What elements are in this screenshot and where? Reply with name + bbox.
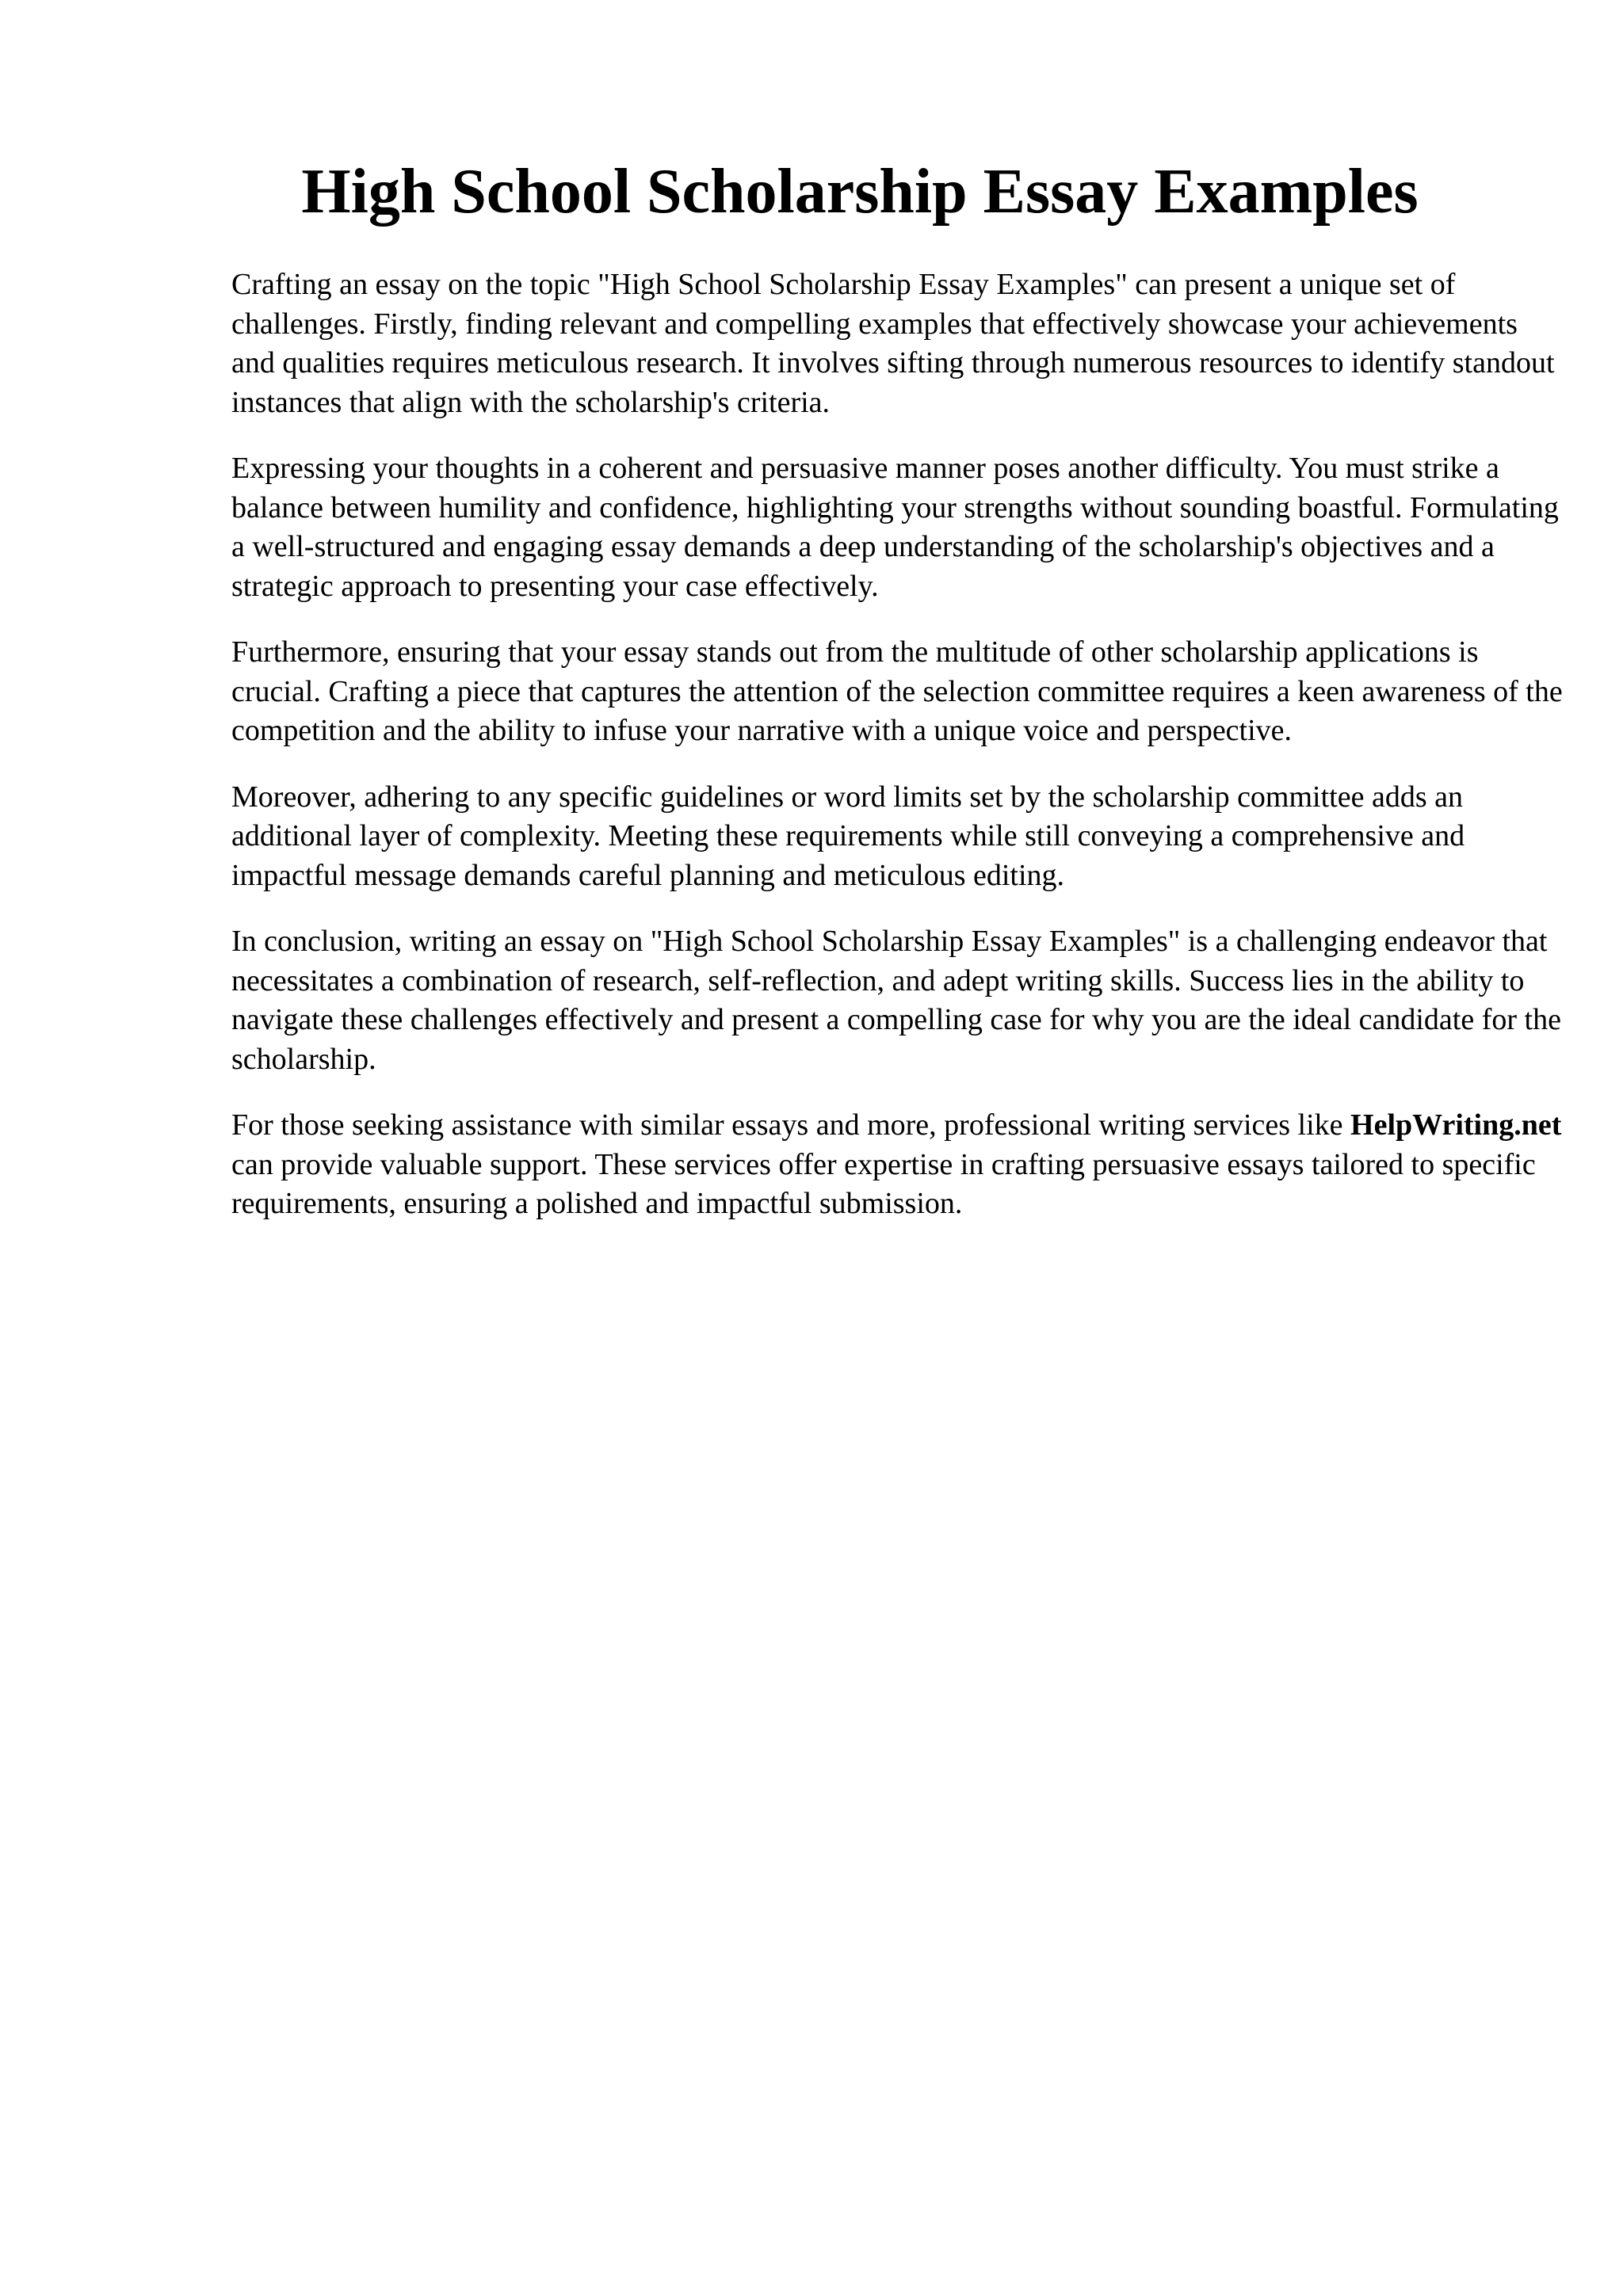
paragraph-1: Crafting an essay on the topic "High School Scholarship Essay Examples" can present a unique set of challenges. Firstly, finding relevant and compelling examples that effectively showcase your achievements and qualities requires meticulous research. It involves sifting through numerous resources to identify standout instances that align with the scholarship's criteria. (231, 268, 1555, 419)
essay-body (231, 265, 1563, 1251)
closing-tail-text: can provide valuable support. These services offer expertise in crafting persuasive essays tailored to specific requirements, ensuring a polished and impactful submission. (231, 1147, 1536, 1220)
paragraph-2: Expressing your thoughts in a coherent and persuasive manner poses another difficulty. You must strike a balance between humility and confidence, highlighting your strengths without sounding boastful. Formulating a well-structured and engaging essay demands a deep understanding of the scholarship's objectives and a strategic approach to presenting your case effectively. (231, 452, 1559, 603)
page-title: High School Scholarship Essay Examples (301, 157, 1419, 227)
paragraph-3: Furthermore, ensuring that your essay stands out from the multitude of other scholarship applications is crucial. Crafting a piece that captures the attention of the selection committee requires a keen awareness of the competition and the ability to infuse your narrative with a unique voice and perspective. (231, 635, 1563, 747)
closing-paragraph (231, 1106, 1563, 1224)
brand-name: HelpWriting.net (1350, 1108, 1562, 1142)
paragraph-4: Moreover, adhering to any specific guidelines or word limits set by the scholarship committee adds an additional layer of complexity. Meeting these requirements while still conveying a comprehensive and impactful message demands careful planning and meticulous editing. (231, 780, 1465, 892)
paragraph-5: In conclusion, writing an essay on "High School Scholarship Essay Examples" is a challenging endeavor that necessitates a combination of research, self-reflection, and adept writing skills. Success lies in the ability to navigate these challenges effectively and present a compelling case for why you are the ideal candidate for the scholarship. (231, 925, 1561, 1076)
closing-lead-text: For those seeking assistance with similar essays and more, professional writing services like (231, 1108, 1343, 1142)
